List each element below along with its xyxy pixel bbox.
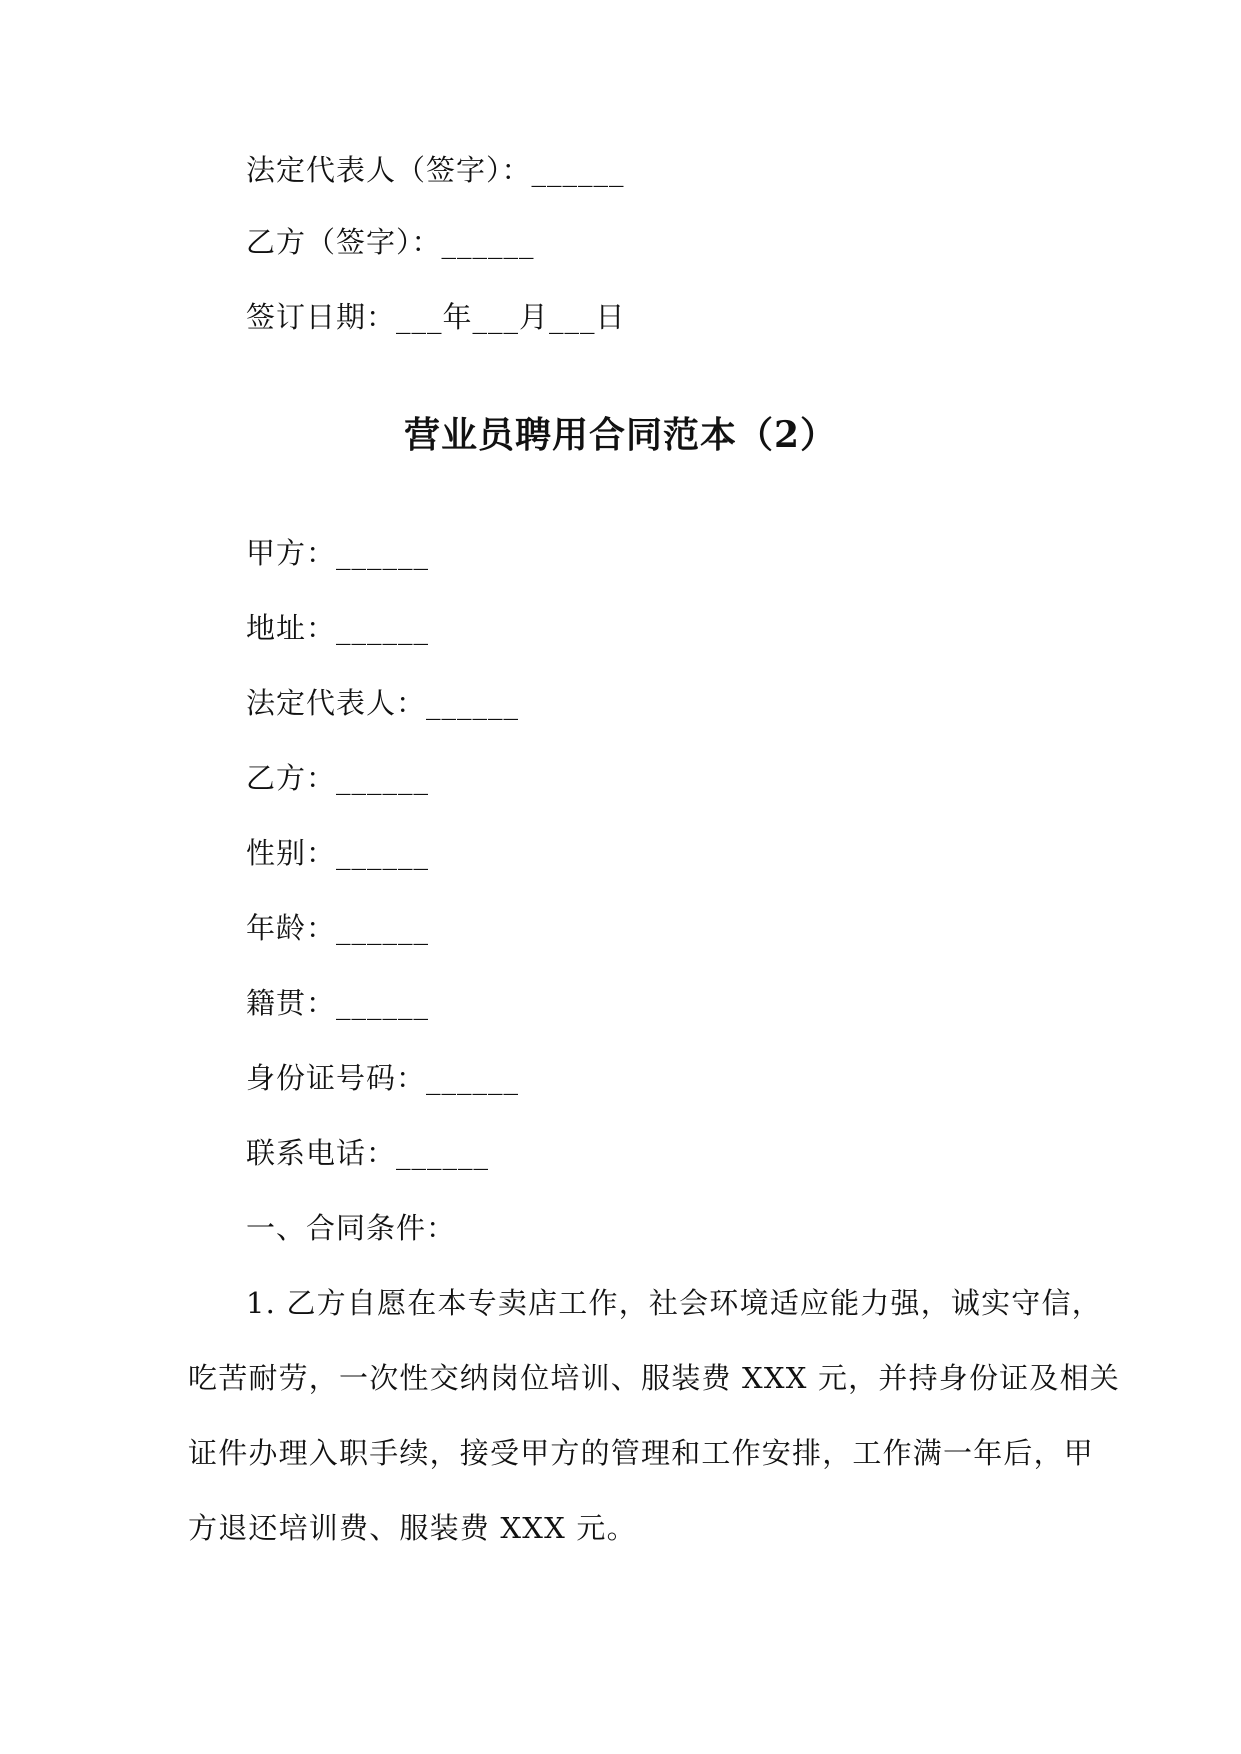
legal-rep-signature-line: 法定代表人（签字）：______: [246, 153, 625, 187]
phone-field: 联系电话：______: [246, 1136, 490, 1170]
gender-field: 性别：______: [246, 836, 430, 870]
party-a-field: 甲方：______: [246, 536, 430, 570]
section-heading: 一、合同条件：: [246, 1211, 457, 1245]
native-place-field: 籍贯：______: [246, 986, 430, 1020]
clause-line: 1. 乙方自愿在本专卖店工作，社会环境适应能力强，诚实守信，: [246, 1286, 1102, 1320]
party-b-signature-line: 乙方（签字）：______: [246, 225, 535, 259]
sign-date-line: 签订日期：___年___月___日: [246, 300, 626, 334]
age-field: 年龄：______: [246, 911, 430, 945]
clause-line: 证件办理入职手续，接受甲方的管理和工作安排，工作满一年后，甲: [188, 1436, 1095, 1470]
document-title: 营业员聘用合同范本（2）: [403, 414, 838, 456]
id-number-field: 身份证号码：______: [246, 1061, 520, 1095]
party-b-field: 乙方：______: [246, 761, 430, 795]
clause-line: 方退还培训费、服装费 XXX 元。: [188, 1511, 637, 1545]
address-field: 地址：______: [246, 611, 430, 645]
legal-rep-field: 法定代表人：______: [246, 686, 520, 720]
clause-line: 吃苦耐劳，一次性交纳岗位培训、服装费 XXX 元，并持身份证及相关: [188, 1361, 1120, 1395]
